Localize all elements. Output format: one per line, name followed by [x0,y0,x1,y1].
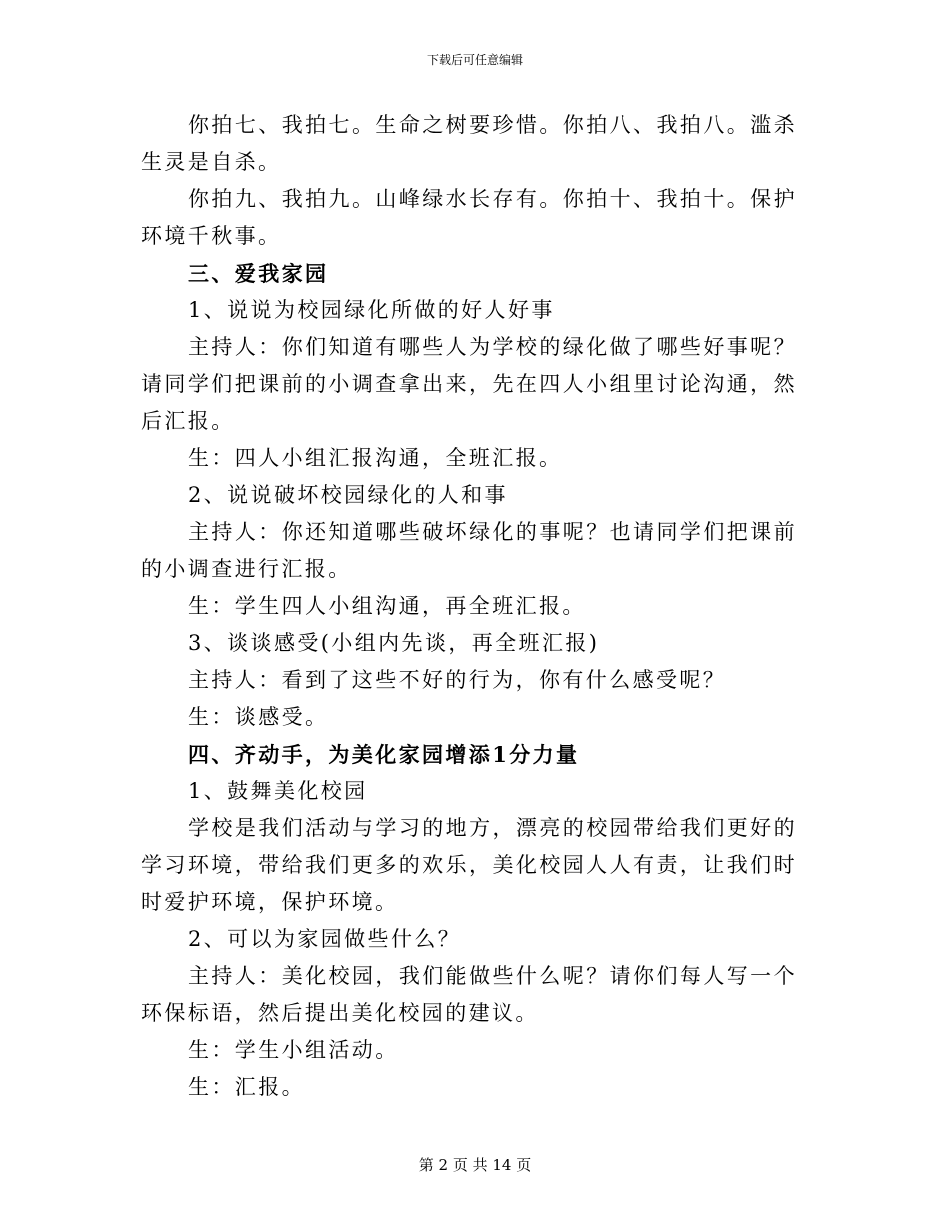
body-paragraph: 生：汇报。 [188,1075,305,1099]
document-body [141,107,797,1106]
page-header: 下载后可任意编辑 [426,53,523,67]
verse-paragraph: 你拍七、我拍七。生命之树要珍惜。你拍八、我拍八。滥杀生灵是自杀。 [141,113,797,174]
verse-paragraph: 你拍九、我拍九。山峰绿水长存有。你拍十、我拍十。保护环境千秋事。 [141,187,797,248]
body-paragraph: 生：学生四人小组沟通，再全班汇报。 [188,594,586,618]
subsection-title: 2、可以为家园做些什么？ [188,927,462,951]
subsection-title: 3、谈谈感受(小组内先谈，再全班汇报) [188,631,600,655]
section-heading: 四、齐动手，为美化家园增添1分力量 [188,742,580,767]
subsection-title: 2、说说破坏校园绿化的人和事 [188,483,508,507]
subsection-title: 1、鼓舞美化校园 [188,779,368,803]
body-paragraph: 生：谈感受。 [188,705,329,729]
page-footer: 第 2 页 共 14 页 [418,1156,532,1174]
body-paragraph: 学校是我们活动与学习的地方，漂亮的校园带给我们更好的学习环境，带给我们更多的欢乐，美化校园人人有责，让我们时时爱护环境，保护环境。 [141,816,797,914]
body-paragraph: 生：四人小组汇报沟通，全班汇报。 [188,446,563,470]
body-paragraph: 主持人：你还知道哪些破坏绿化的事呢？也请同学们把课前的小调查进行汇报。 [141,520,797,581]
section-heading: 三、爱我家园 [188,261,329,286]
body-paragraph: 生：学生小组活动。 [188,1038,399,1062]
body-paragraph: 主持人：美化校园，我们能做些什么呢？请你们每人写一个环保标语，然后提出美化校园的建议。 [141,964,797,1025]
subsection-title: 1、说说为校园绿化所做的好人好事 [188,298,555,322]
body-paragraph: 主持人：看到了这些不好的行为，你有什么感受呢？ [188,668,727,692]
body-paragraph: 主持人：你们知道有哪些人为学校的绿化做了哪些好事呢？请同学们把课前的小调查拿出来，先在四人小组里讨论沟通，然后汇报。 [141,335,797,433]
